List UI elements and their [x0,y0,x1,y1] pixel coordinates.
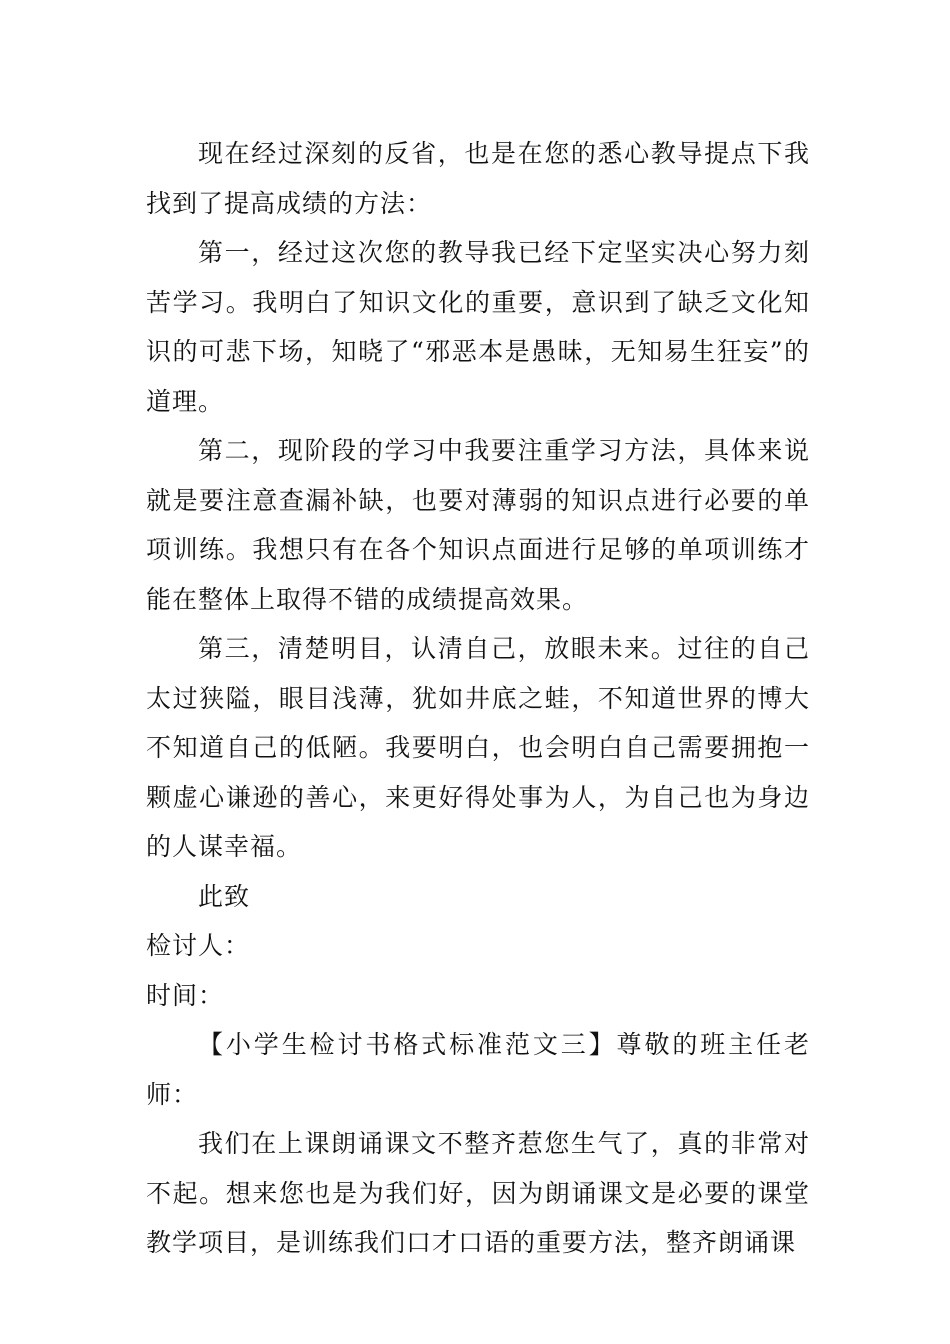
section-heading: 【小学生检讨书格式标准范文三】尊敬的班主任老师： [146,1030,810,1109]
paragraph-point-one: 第一，经过这次您的教导我已经下定坚实决心努力刻苦学习。我明白了知识文化的重要，意识到了缺乏文化知识的可悲下场，知晓了“邪恶本是愚昧，无知易生狂妄”的道理。 [146,238,810,416]
closing-salutation: 此致 [198,881,251,911]
time-label: 时间： [146,980,225,1010]
reviewer-label: 检讨人： [146,931,251,960]
paragraph-point-two: 第二，现阶段的学习中我要注重学习方法，具体来说就是要注意查漏补缺，也要对薄弱的知识点进行必要的单项训练。我想只有在各个知识点面进行足够的单项训练才能在整体上取得不错的成绩提高效果。 [146,436,810,614]
paragraph-apology: 我们在上课朗诵课文不整齐惹您生气了，真的非常对不起。想来您也是为我们好，因为朗诵课文是必要的课堂教学项目，是训练我们口才口语的重要方法，整齐朗诵课 [146,1129,810,1257]
paragraph-method-intro: 现在经过深刻的反省，也是在您的悉心教导提点下我找到了提高成绩的方法： [146,139,810,218]
document-body [146,129,810,1268]
paragraph-point-three: 第三，清楚明目，认清自己，放眼未来。过往的自己太过狭隘，眼目浅薄，犹如井底之蛙，不知道世界的博大不知道自己的低陋。我要明白，也会明白自己需要拥抱一颗虚心谦逊的善心，来更好得处事为人，为自己也为身边的人谋幸福。 [146,634,810,861]
